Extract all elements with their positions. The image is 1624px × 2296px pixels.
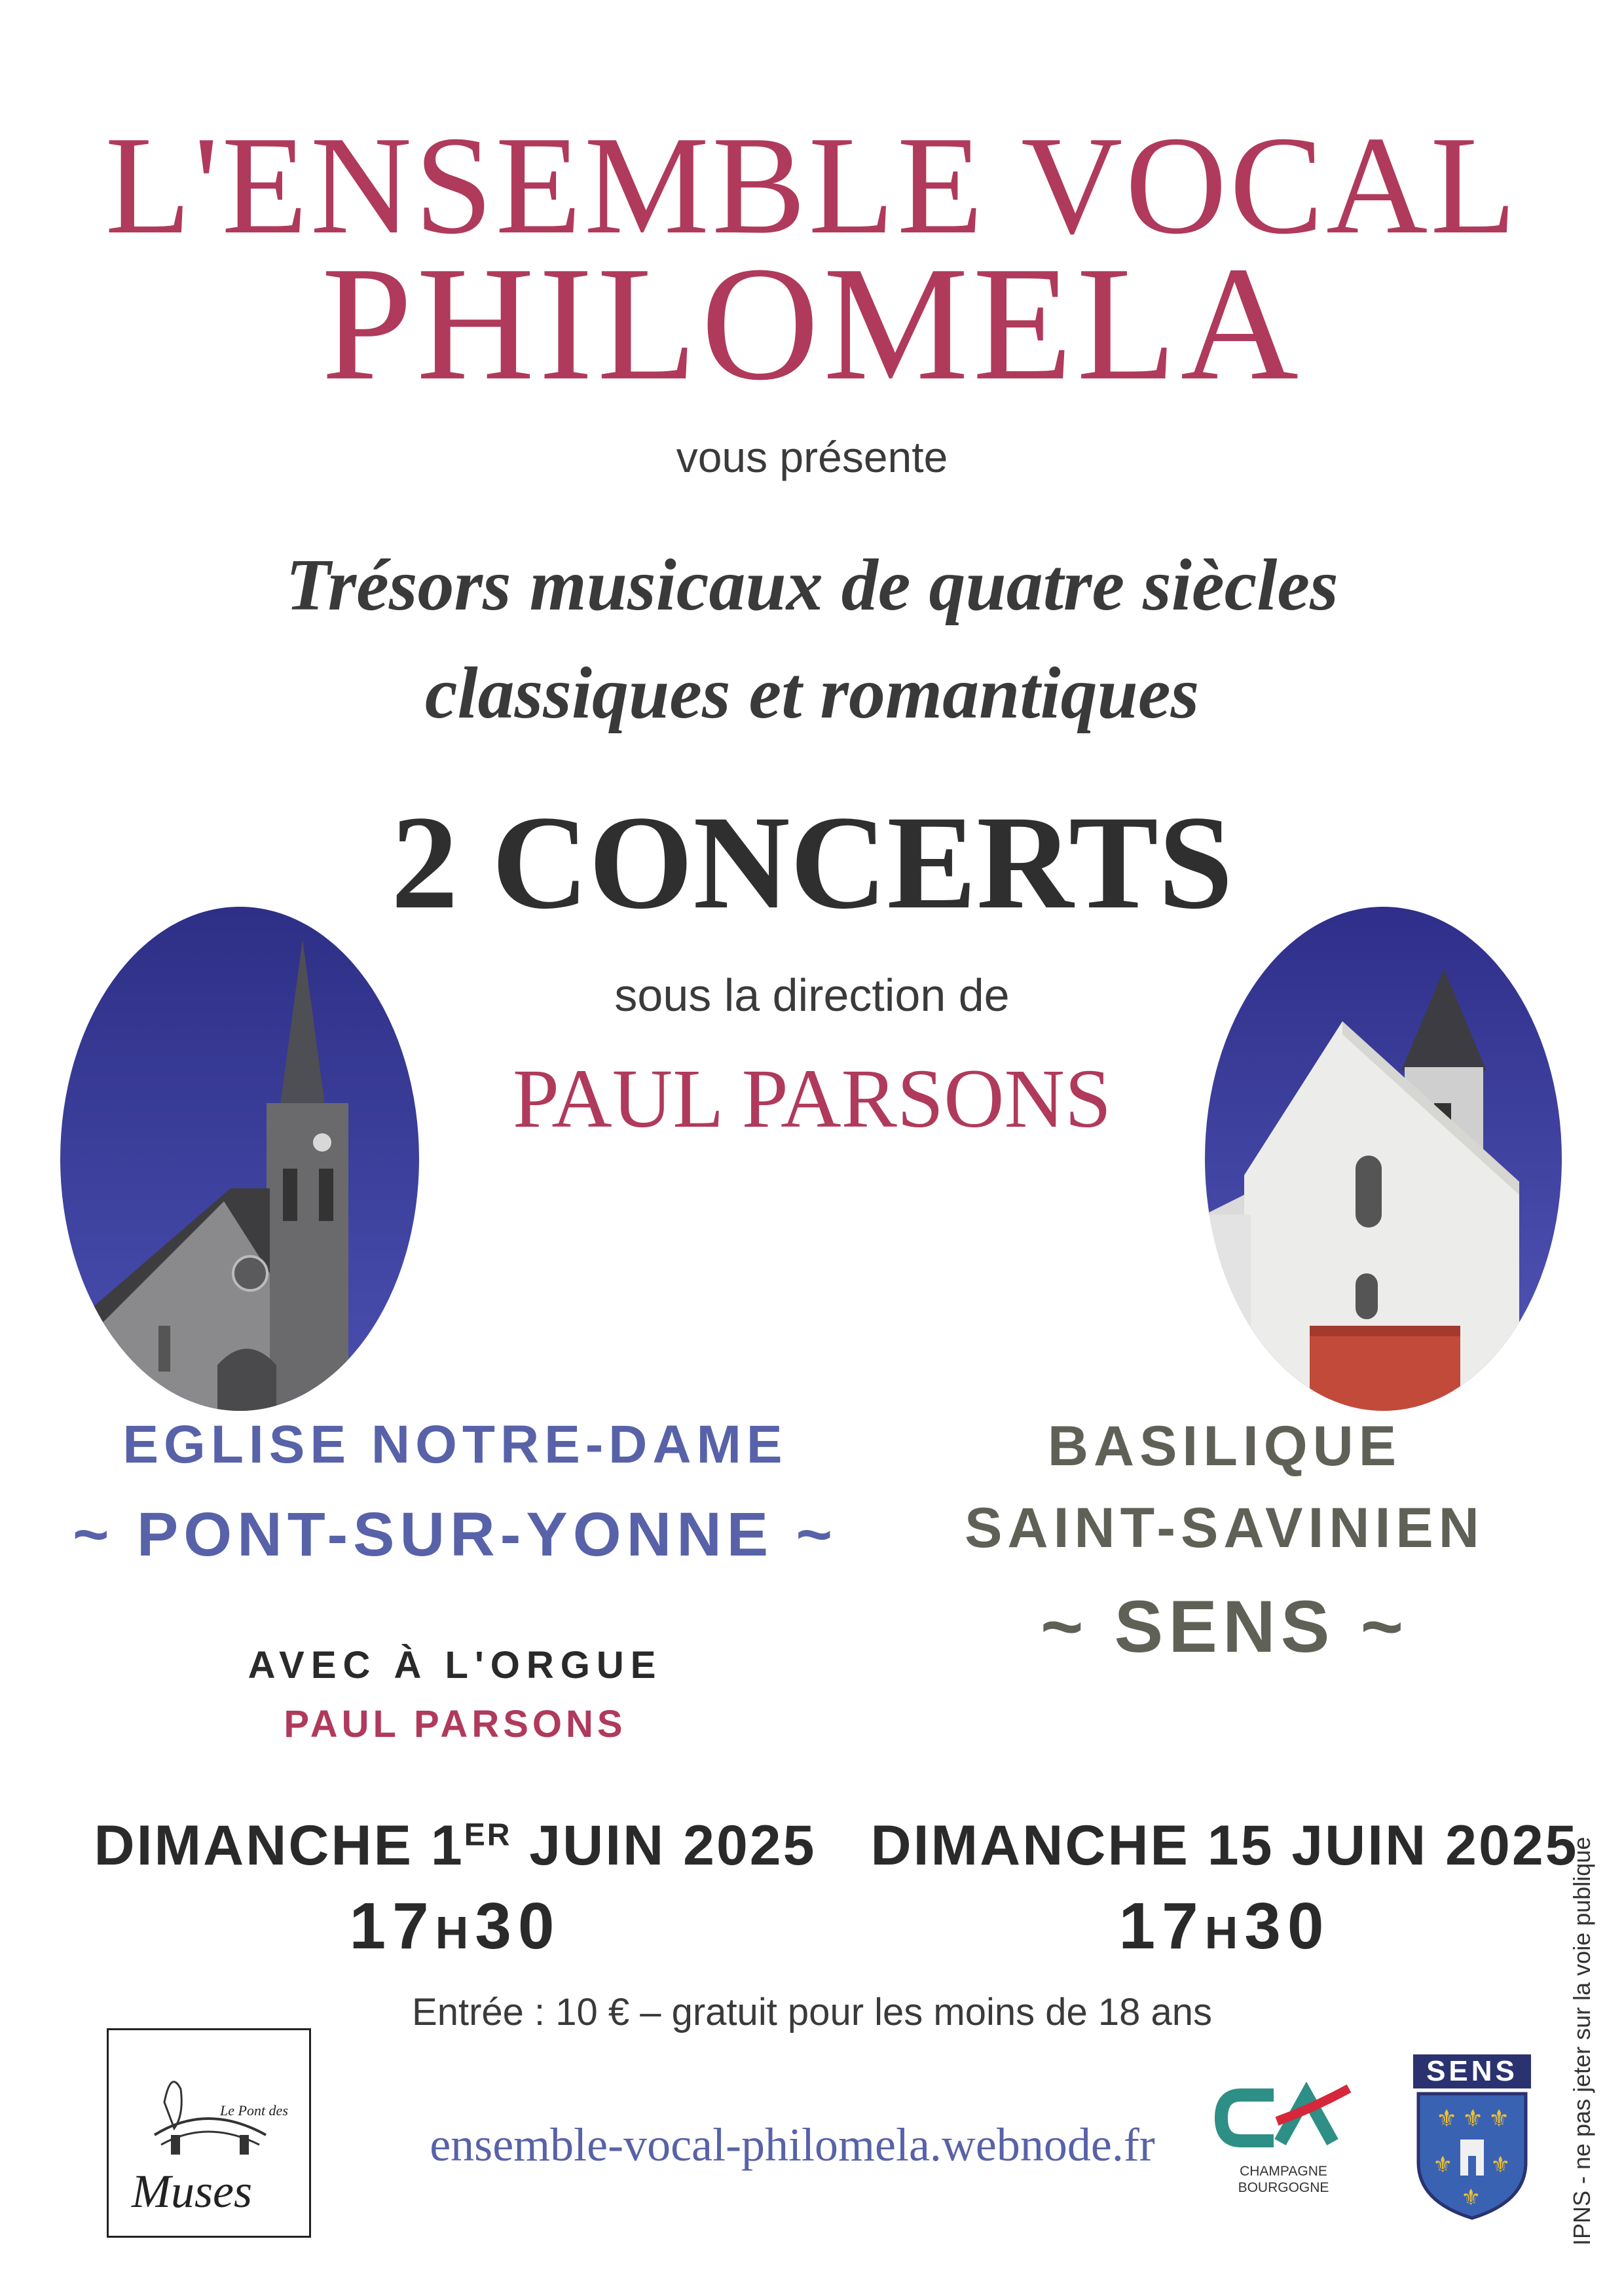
presents-text: vous présente bbox=[676, 433, 948, 481]
pont-des-muses-logo bbox=[107, 2028, 311, 2238]
muses-small-text: Le Pont des bbox=[220, 2102, 288, 2119]
program-line-1: Trésors musicaux de quatre siècles bbox=[286, 545, 1338, 626]
saint-savinien-basilica-photo bbox=[1205, 907, 1562, 1411]
concert1-date-day: DIMANCHE 1 bbox=[94, 1814, 464, 1877]
venue2-name-line1: BASILIQUE bbox=[1047, 1415, 1402, 1478]
svg-text:⚜: ⚜ bbox=[1488, 2105, 1510, 2132]
organist-name: PAUL PARSONS bbox=[284, 1703, 627, 1745]
svg-text:⚜: ⚜ bbox=[1490, 2152, 1511, 2178]
venue1-town: ~ PONT-SUR-YONNE ~ bbox=[72, 1500, 838, 1569]
concert1-time-h: H bbox=[435, 1907, 475, 1958]
sens-shield-icon bbox=[1413, 2090, 1531, 2221]
entry-price: Entrée : 10 € – gratuit pour les moins de 18 ans bbox=[412, 1991, 1212, 2033]
direction-label: sous la direction de bbox=[614, 970, 1010, 1021]
svg-text:⚜: ⚜ bbox=[1433, 2152, 1453, 2178]
church-illustration-left bbox=[60, 907, 419, 1411]
director-name: PAUL PARSONS bbox=[512, 1052, 1112, 1145]
bank-region-line2: BOURGOGNE bbox=[1238, 2180, 1329, 2195]
concert2-time bbox=[845, 1889, 1604, 1964]
concert1-time-minutes: 30 bbox=[475, 1889, 561, 1963]
sens-logo-text: SENS bbox=[1413, 2054, 1531, 2088]
concert1-date-month: JUIN 2025 bbox=[511, 1814, 817, 1877]
credit-agricole-logo bbox=[1215, 2082, 1352, 2206]
ensemble-title: L'ENSEMBLE VOCAL bbox=[105, 107, 1519, 263]
concert1-time bbox=[59, 1889, 851, 1964]
concert1-date bbox=[59, 1813, 851, 1878]
concerts-heading: 2 CONCERTS bbox=[391, 788, 1233, 937]
concert2-time-h: H bbox=[1204, 1907, 1245, 1958]
concert1-date-ordinal: ER bbox=[464, 1817, 512, 1853]
svg-text:⚜: ⚜ bbox=[1462, 2105, 1484, 2132]
venue2-town: ~ SENS ~ bbox=[1040, 1586, 1409, 1667]
program-line-2: classiques et romantiques bbox=[424, 653, 1200, 734]
sens-city-logo bbox=[1413, 2054, 1531, 2221]
ipns-notice: IPNS - ne pas jeter sur la voie publique bbox=[1568, 1836, 1595, 2246]
notre-dame-church-photo bbox=[60, 907, 419, 1411]
svg-text:⚜: ⚜ bbox=[1461, 2185, 1481, 2211]
church-illustration-right bbox=[1205, 907, 1562, 1411]
muses-big-text: Muses bbox=[132, 2165, 252, 2217]
venue2-name-line2: SAINT-SAVINIEN bbox=[965, 1497, 1485, 1559]
organ-label: AVEC À L'ORGUE bbox=[248, 1644, 663, 1686]
venue1-name: EGLISE NOTRE-DAME bbox=[122, 1415, 788, 1474]
concert2-time-hours: 17 bbox=[1118, 1889, 1205, 1963]
svg-text:⚜: ⚜ bbox=[1436, 2105, 1458, 2132]
ca-emblem-icon bbox=[1215, 2082, 1352, 2160]
concert1-time-hours: 17 bbox=[349, 1889, 435, 1963]
website-link[interactable]: ensemble-vocal-philomela.webnode.fr bbox=[430, 2119, 1155, 2171]
ensemble-name: PHILOMELA bbox=[321, 233, 1303, 414]
bank-region-line1: CHAMPAGNE bbox=[1240, 2164, 1327, 2179]
concert2-date: DIMANCHE 15 JUIN 2025 bbox=[870, 1814, 1579, 1877]
concert2-time-minutes: 30 bbox=[1244, 1889, 1331, 1963]
